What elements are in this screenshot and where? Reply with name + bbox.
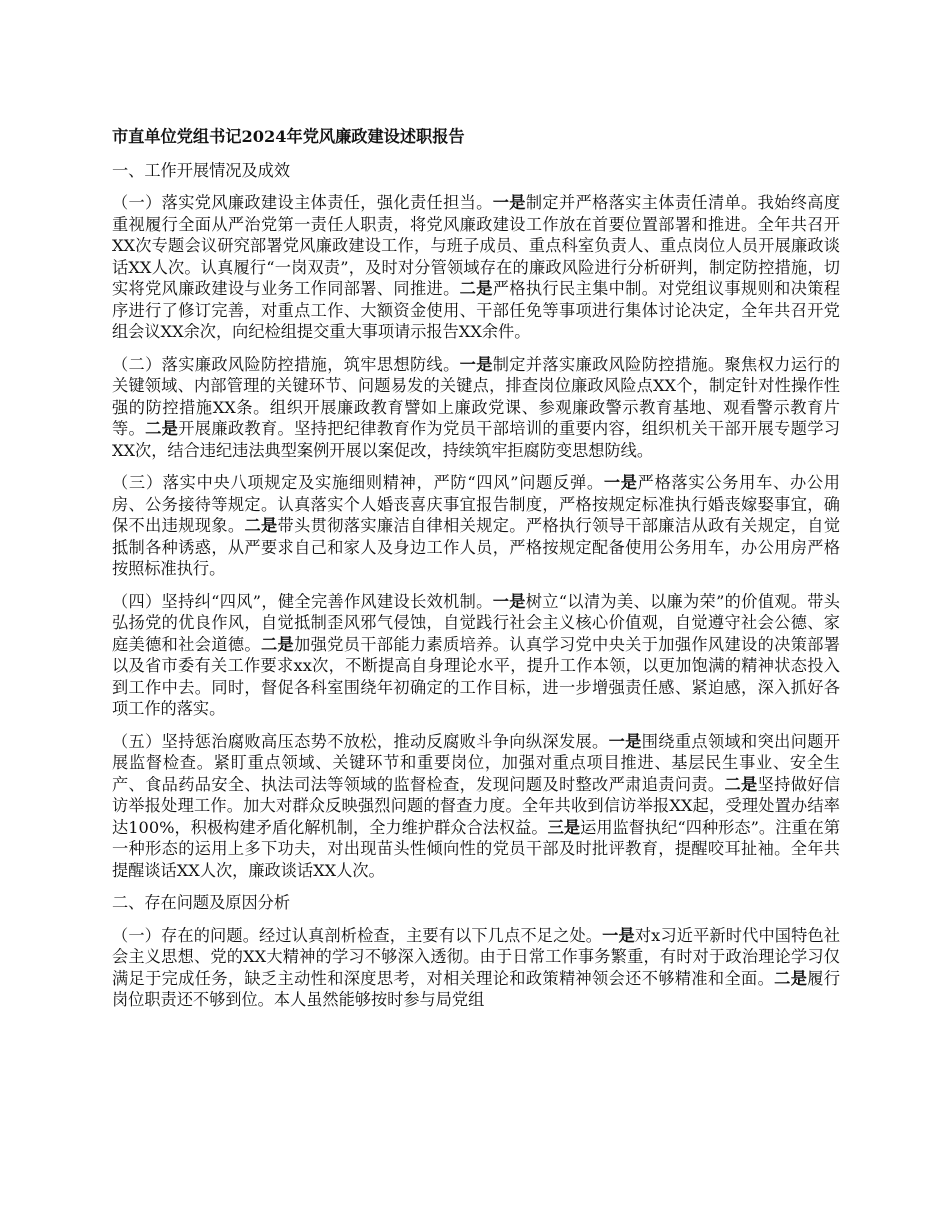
paragraph-text: 履行岗位职责还不够到位。本人虽然能够按时参与局党组 bbox=[112, 968, 841, 1009]
body-paragraph bbox=[112, 354, 840, 462]
emphasis-marker: 一是 bbox=[602, 925, 635, 945]
paragraph-text: 加强党员干部能力素质培养。认真学习党中央关于加强作风建设的决策部署以及省市委有关工作要求xx次，不断提高自身理论水平，提升工作本领，以更加饱满的精神状态投入到工作中去。同时，督促各科室围绕年初确定的工作目标，进一步增强责任感、紧迫感，深入抓好各项工作的落实。 bbox=[112, 634, 840, 718]
paragraph-text: 制定并严格落实主体责任清单。我始终高度重视履行全面从严治党第一责任人职责，将党风廉政建设工作放在首要位置部署和推进。全年共召开XX次专题会议研究部署党风廉政建设工作，与班子成员、重点科室负责人、重点岗位人员开展廉政谈话XX人次。认真履行“一岗双责”，及时对分管领域存在的廉政风险进行分析研判，制定防控措施，切实将党风廉政建设与业务工作同部署、同推进。 bbox=[112, 193, 841, 298]
paragraph-text: 严格落实公务用车、办公用房、公务接待等规定。认真落实个人婚丧喜庆事宜报告制度，严格按规定标准执行婚丧嫁娶事宜，确保不出违规现象。 bbox=[112, 473, 840, 535]
body-paragraph bbox=[112, 192, 840, 343]
paragraph-text: 对x习近平新时代中国特色社会主义思想、党的XX大精神的学习不够深入透彻。由于日常工作事务繁重，有时对于政治理论学习仅满足于完成任务，缺乏主动性和深度思考，对相关理论和政策精神领会还不够精准和全面。 bbox=[112, 925, 841, 988]
paragraph-text: 开展廉政教育。坚持把纪律教育作为党员干部培训的重要内容，组织机关干部开展专题学习XX次，结合违纪违法典型案例开展以案促改，持续筑牢拒腐防变思想防线。 bbox=[112, 419, 841, 460]
body-paragraph bbox=[112, 472, 840, 580]
paragraph-text: （三）落实中央八项规定及实施细则精神，严防“四风”问题反弹。 bbox=[112, 473, 604, 492]
emphasis-marker: 二是 bbox=[145, 419, 179, 438]
paragraph-text: 制定并落实廉政风险防控措施。聚焦权力运行的关键领域、内部管理的关键环节、问题易发的关键点，排查岗位廉政风险点XX个，制定针对性操作性强的防控措施XX条。组织开展廉政教育譬如上廉政党课、参观廉政警示教育基地、观看警示教育片等。 bbox=[112, 354, 841, 438]
document-sections bbox=[112, 160, 840, 1011]
section-heading: 二、存在问题及原因分析 bbox=[112, 893, 291, 912]
section-heading: 一、工作开展情况及成效 bbox=[112, 160, 291, 180]
emphasis-marker: 一是 bbox=[603, 473, 638, 492]
emphasis-marker: 一是 bbox=[492, 591, 526, 611]
paragraph-text: 严格执行民主集中制。对党组议事规则和决策程序进行了修订完善，对重点工作、大额资金使用、干部任免等事项进行集体讨论决定，全年共召开党组会议XX余次，向纪检组提交重大事项请示报告XX余件。 bbox=[112, 279, 841, 341]
paragraph-text: 围绕重点领域和突出问题开展监督检查。紧盯重点领域、关键环节和重要岗位，加强对重点项目推进、基层民生事业、安全生产、食品药品安全、执法司法等领域的监督检查，发现问题及时整改严肃追责问责。 bbox=[112, 731, 841, 794]
emphasis-marker: 二是 bbox=[260, 634, 295, 654]
emphasis-marker: 二是 bbox=[724, 774, 758, 794]
emphasis-marker: 二是 bbox=[244, 516, 278, 535]
emphasis-marker: 二是 bbox=[459, 279, 493, 298]
paragraph-text: （五）坚持惩治腐败高压态势不放松，推动反腐败斗争向纵深发展。 bbox=[112, 731, 609, 751]
paragraph-text: （一）存在的问题。经过认真剖析检查，主要有以下几点不足之处。 bbox=[112, 925, 603, 945]
paragraph-text: （四）坚持纠“四风”，健全完善作风建设长效机制。 bbox=[112, 591, 493, 611]
emphasis-marker: 一是 bbox=[608, 731, 642, 751]
document-body bbox=[112, 126, 840, 1022]
paragraph-text: 坚持做好信访举报处理工作。加大对群众反映强烈问题的督查力度。全年共收到信访举报XX起，受理处置办结率达100%，积极构建矛盾化解机制，全力维护群众合法权益。 bbox=[112, 774, 841, 837]
paragraph-text: （一）落实党风廉政建设主体责任，强化责任担当。 bbox=[112, 193, 493, 212]
body-paragraph bbox=[112, 925, 840, 1011]
emphasis-marker: 三是 bbox=[547, 817, 581, 837]
paragraph-text: 树立“以清为美、以廉为荣”的价值观。带头弘扬党的优良作风，自觉抵制歪风邪气侵蚀，自觉践行社会主义核心价值观，自觉遵守社会公德、家庭美德和社会道德。 bbox=[112, 591, 840, 654]
emphasis-marker: 二是 bbox=[774, 968, 808, 988]
emphasis-marker: 一是 bbox=[492, 193, 526, 212]
paragraph-text: 运用监督执纪“四种形态”。注重在第一种形态的运用上多下功夫，对出现苗头性倾向性的党员干部及时批评教育，提醒咬耳扯袖。全年共提醒谈话XX人次，廉政谈话XX人次。 bbox=[112, 817, 841, 880]
paragraph-text: 带头贯彻落实廉洁自律相关规定。严格执行领导干部廉洁从政有关规定，自觉抵制各种诱惑，从严要求自己和家人及身边工作人员，严格按规定配备使用公务用车，办公用房严格按照标准执行。 bbox=[112, 516, 841, 578]
document-title: 市直单位党组书记2024年党风廉政建设述职报告 bbox=[112, 127, 465, 146]
body-paragraph bbox=[112, 731, 840, 882]
emphasis-marker: 一是 bbox=[459, 354, 493, 374]
paragraph-text: （二）落实廉政风险防控措施，筑牢思想防线。 bbox=[112, 354, 460, 374]
body-paragraph bbox=[112, 591, 840, 720]
